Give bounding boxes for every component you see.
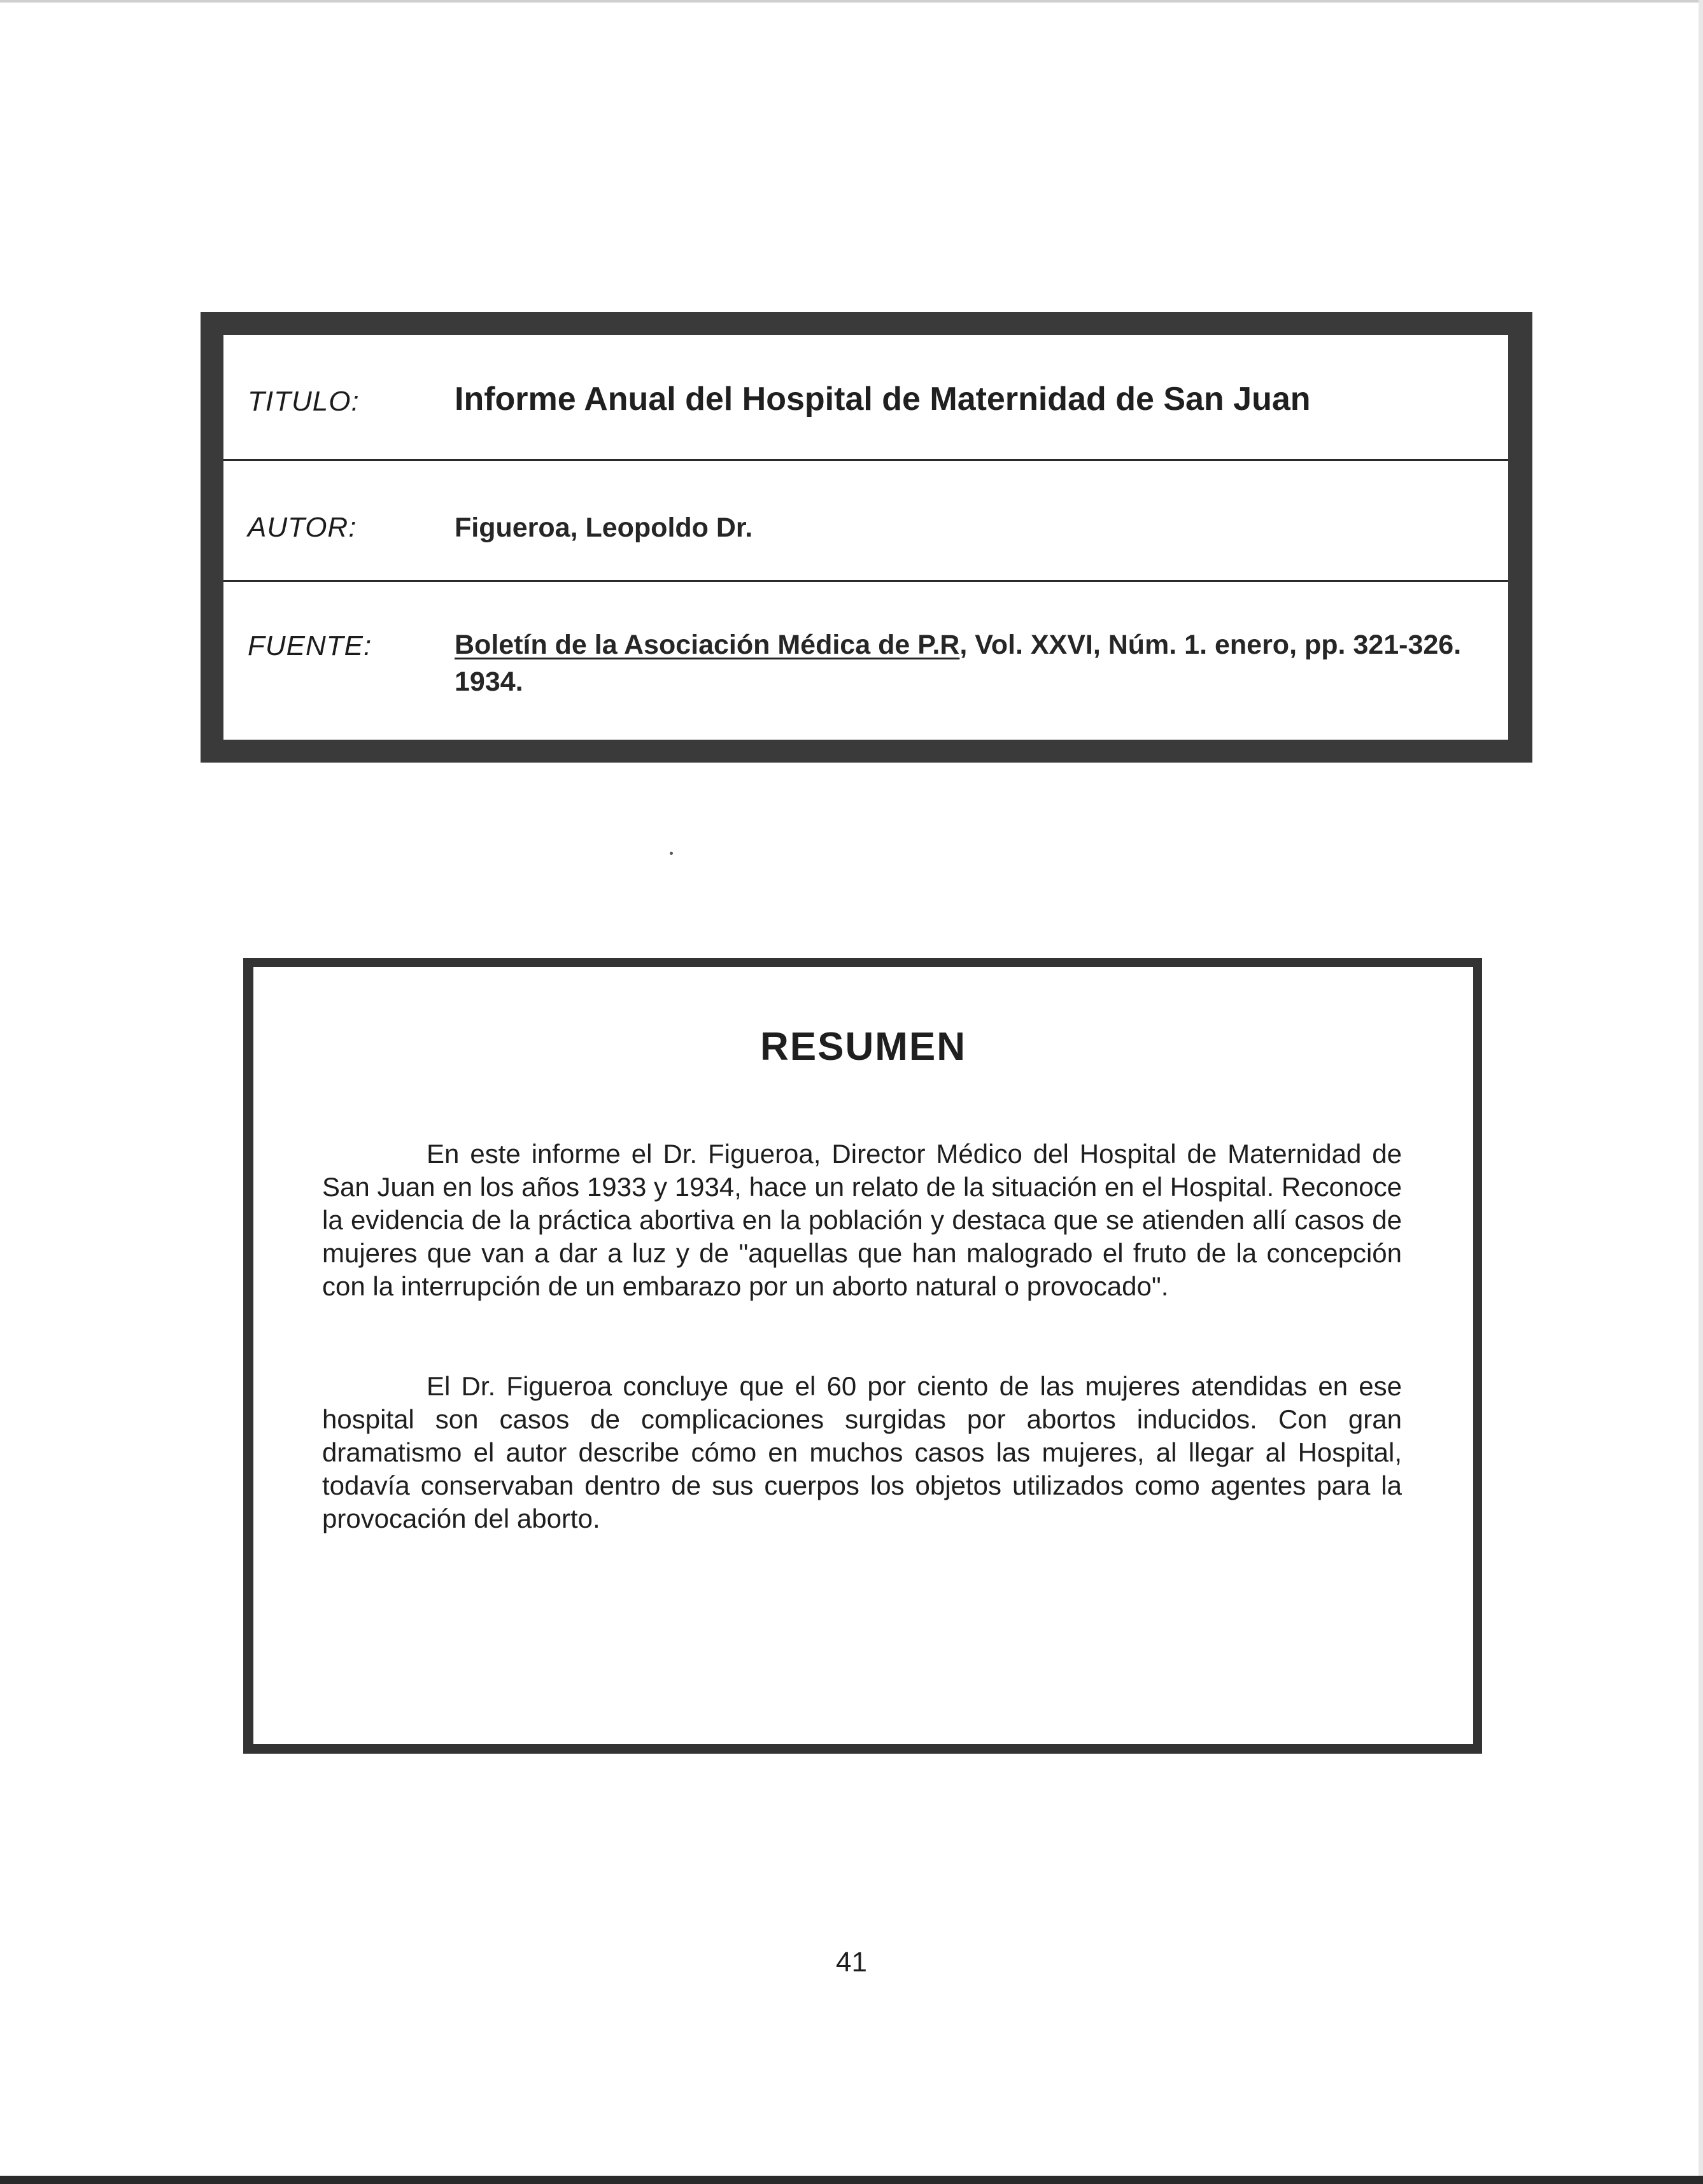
author-label: AUTOR: (248, 512, 357, 543)
scan-edge-right (1699, 0, 1703, 2184)
scan-edge-bottom (0, 2176, 1703, 2184)
scan-edge-top (0, 0, 1703, 3)
citation-source-row (223, 582, 1508, 740)
document-title: Informe Anual del Hospital de Maternidad de San Juan (455, 381, 1311, 418)
author-name: Figueroa, Leopoldo Dr. (455, 512, 753, 543)
source-reference (455, 626, 1464, 700)
citation-box (201, 312, 1532, 763)
scan-speck (670, 852, 673, 855)
title-label: TITULO: (248, 386, 360, 417)
page-number: 41 (836, 1947, 867, 1978)
source-details: , Vol. XXVI, Núm. 1. enero, pp. 321-326. 1934. (455, 630, 1462, 697)
summary-paragraph-1: En este informe el Dr. Figueroa, Director Médico del Hospital de Maternidad de San Juan en los años 1933 y 1934, hace un relato de la situación en el Hospital. Reconoce la evidencia de la práctica abortiva en la población y destaca que se atienden allí casos de mujeres que van a dar a luz y de "aquellas que han malogrado el fruto de la concepción con la interrupción de un embarazo por un aborto natural o provocado". (322, 1139, 1402, 1301)
citation-author-row (223, 461, 1508, 582)
source-journal: Boletín de la Asociación Médica de P.R (455, 630, 960, 660)
citation-title-row (223, 335, 1508, 461)
summary-paragraph-2: El Dr. Figueroa concluye que el 60 por ciento de las mujeres atendidas en ese hospital son casos de complicaciones surgidas por abortos inducidos. Con gran dramatismo el autor describe cómo en muchos casos las mujeres, al llegar al Hospital, todavía conservaban dentro de sus cuerpos los objetos utilizados como agentes para la provocación del aborto. (322, 1371, 1402, 1533)
summary-box (243, 958, 1482, 1754)
summary-heading: RESUMEN (760, 1025, 967, 1069)
source-label: FUENTE: (248, 630, 372, 661)
